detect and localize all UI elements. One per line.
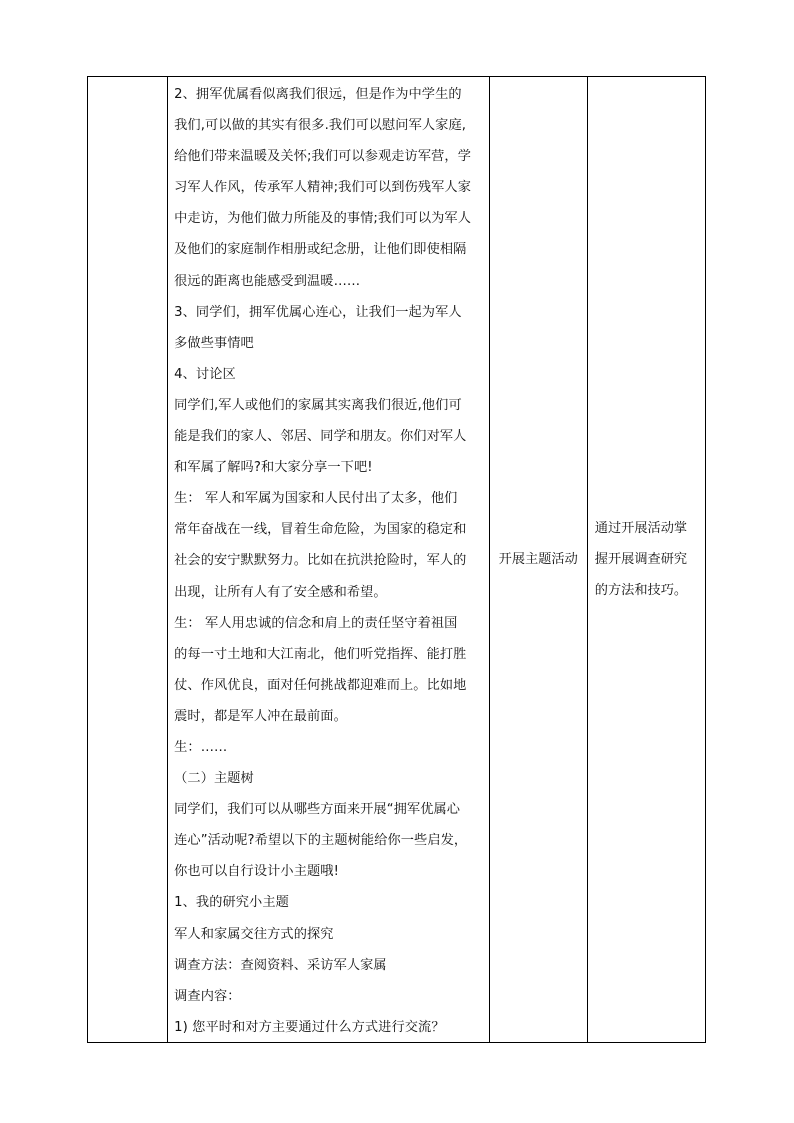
content-line: 3、同学们，拥军优属心连心，让我们一起为军人 [174, 304, 462, 320]
content-line: 社会的安宁默默努力。比如在抗洪抢险时，军人的 [174, 553, 467, 569]
activity-cell [489, 77, 587, 1043]
content-line: 你也可以自行设计小主题哦! [174, 864, 339, 880]
content-line: 中走访，为他们做力所能及的事情;我们可以为军人 [174, 211, 471, 227]
content-line: 给他们带来温暖及关怀;我们可以参观走访军营，学 [174, 149, 471, 165]
lesson-plan-table [87, 76, 706, 1043]
content-line: 2、拥军优属看似离我们很远，但是作为中学生的 [174, 87, 462, 102]
goal-line: 通过开展活动掌 [594, 521, 688, 536]
content-line: 同学们,军人或他们的家属其实离我们很近,他们可 [174, 397, 462, 413]
content-line: 震时，都是军人冲在最前面。 [174, 708, 347, 724]
goal-line: 的方法和技巧。 [594, 583, 688, 598]
content-line: 出现，让所有人有了安全感和希望。 [174, 584, 387, 600]
content-line: 同学们，我们可以从哪些方面来开展“拥军优属心 [174, 802, 461, 818]
goal-cell [587, 77, 705, 1043]
table-row [88, 77, 706, 1043]
content-line: 常年奋战在一线，冒着生命危险，为国家的稳定和 [174, 522, 467, 538]
content-line: 生：…… [174, 739, 228, 755]
content-line: 习军人作风，传承军人精神;我们可以到伤残军人家 [174, 180, 471, 196]
content-line: 生： 军人和军属为国家和人民付出了太多，他们 [174, 491, 458, 507]
content-line: 的每一寸土地和大江南北，他们听党指挥、能打胜 [174, 646, 467, 662]
content-line: 调查内容： [174, 988, 241, 1004]
activity-label: 开展主题活动 [498, 552, 578, 567]
design-intent [588, 513, 705, 606]
content-line: 4、讨论区 [174, 366, 236, 382]
content-line: （二）主题树 [174, 771, 254, 787]
content-line: 多做些事情吧 [174, 335, 254, 351]
content-line: 1、我的研究小主题 [174, 895, 289, 911]
content-line: 连心”活动呢?希望以下的主题树能给你一些启发， [174, 833, 468, 849]
content-line: 及他们的家庭制作相册或纪念册，让他们即使相隔 [174, 242, 467, 258]
content-line: 能是我们的家人、邻居、同学和朋友。你们对军人 [174, 429, 467, 445]
content-line: 仗、作风优良，面对任何挑战都迎难而上。比如地 [174, 677, 467, 693]
content-line: 军人和家属交往方式的探究 [174, 926, 334, 942]
content-line: 1) 您平时和对方主要通过什么方式进行交流？ [174, 1019, 445, 1035]
content-line: 和军属了解吗?和大家分享一下吧! [174, 460, 373, 476]
content-line: 很远的距离也能感受到温暖…… [174, 273, 361, 289]
teaching-content [174, 79, 486, 1043]
goal-line: 握开展调查研究 [594, 552, 688, 567]
content-line: 调查方法：查阅资料、采访军人家属 [174, 957, 387, 973]
teaching-content-cell [168, 77, 490, 1043]
empty-first-cell [88, 77, 168, 1043]
content-line: 生： 军人用忠诚的信念和肩上的责任坚守着祖国 [174, 615, 458, 631]
content-line: 我们,可以做的其实有很多.我们可以慰问军人家庭, [174, 118, 467, 134]
